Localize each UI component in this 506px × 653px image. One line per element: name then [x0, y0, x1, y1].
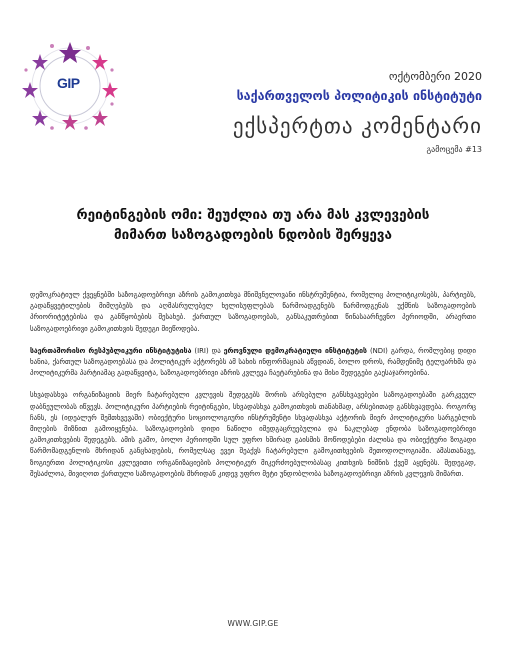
footer-url[interactable]: WWW.GIP.GE: [227, 619, 279, 628]
paragraph-3: სხვადასხვა ორგანიზაციის მიერ ჩატარებული კვლევის შედეგებს შორის არსებული განსხვავებები საზოგადოებაში გარკვეულ დაბნეულობას იწვევს. პოლიტიკური პარტიების რეიტინგები, სხვადასხვა გამოკითხვის თანახმად, არსებითად განსხვავდება. როგორც ჩანს, ეს (იდეალურ შემთხვევაში) ობიექტური სოციოლოგიური ინსტრუმენტი სხვადასხვა აქტორის მიერ პოლიტიკური სარგებლის მიღების მიზნით გამოიყენება. საზოგადოების დიდი ნაწილი იმედგაცრუებულია და ნაკლებად ენდობა საზოგადოებრივი გამოკითხვების შედეგებს. ამის გამო, ბოლო პერიოდში სულ უფრო ხშირად გაისმის მოწოდებები ძალისა და ობიექტური ზოგადი წარმომადგენლის მხრიდან განცხადების, რომელსაც ევეი შეაქვს ჩატარებული გამოკითხვების მეთოდოლოგიაში. ამასთანავე, ზოგიერთი პოლიტიკოსი კვლევითი ორგანიზაციების პოლიტიკურ მიკერძოებულობასაც კითხვის ნიშნის ქვეშ აყენებს. შედეგად, შესაძლოა, მივიღოთ ქართული საზოგადოების მხრიდან კიდევ უფრო მეტი უნდობლობა საზოგადოებრივი აზრის კვლევის მიმართ.: [30, 391, 476, 478]
document-body: [30, 290, 476, 491]
paragraph-2: [30, 346, 476, 380]
paragraph-2-rest: (NDI) გარდა, რომლებიც დიდი ხანია, ქართულ საზოგადოებასა და პოლიტიკურ აქტორებს ამ სახის ინფორმაციას აწვდიან, ბოლო დროს, რამდენიმე ტელეარხმა და პოლიტიკურმა პარტიამაც გადაწყვიტა, საზოგადოებრივი აზრის კვლევა ჩაეტარებინა და მისი შედეგები გაესაჯაროებინა.: [30, 346, 476, 378]
paragraph-2-mid: (IRI) და: [194, 346, 221, 355]
issue-number: გამოცემა #13: [426, 145, 482, 154]
ndi-name: ეროვნული დემოკრატიული ინსტიტუტის: [223, 346, 367, 355]
paragraph-1: დემოკრატიულ ქვეყნებში საზოგადოებრივი აზრის გამოკითხვა მნიშვნელოვანი ინსტრუმენტია, რომელიც პოლიტიკოსებს, პარტიებს, გადაწყვეტილების მიმღებებს და აღმასრულებელ ხელისუფლებას წარმოადგენებს წარმოდგენას უქმნის საზოგადოების პრიორიტეტებისა და განწყობების შესახებ. ქართულ საზოგადოებას, განსაკუთრებით წინასაარჩევნო პერიოდში, არაერთი საზოგადოებრივი გამოკითხვის შედეგი მიეწოდება.: [30, 291, 476, 333]
title-line-2: მიმართ საზოგადოების ნდობის შერყევა: [114, 227, 392, 243]
document-title: [30, 205, 476, 245]
iri-name: საერთაშორისო რესპუბლიკური ინსტიტუტისა: [30, 346, 192, 355]
title-line-1: რეიტინგების ომი: შეუძლია თუ არა მას კვლევების: [76, 207, 430, 223]
logo-wordmark: GIP: [57, 75, 80, 91]
series-title: ექსპერტთა კომენტარი: [232, 114, 482, 138]
institute-name: საქართველოს პოლიტიკის ინსტიტუტი: [236, 88, 482, 103]
publication-date: ოქტომბერი 2020: [388, 70, 482, 83]
